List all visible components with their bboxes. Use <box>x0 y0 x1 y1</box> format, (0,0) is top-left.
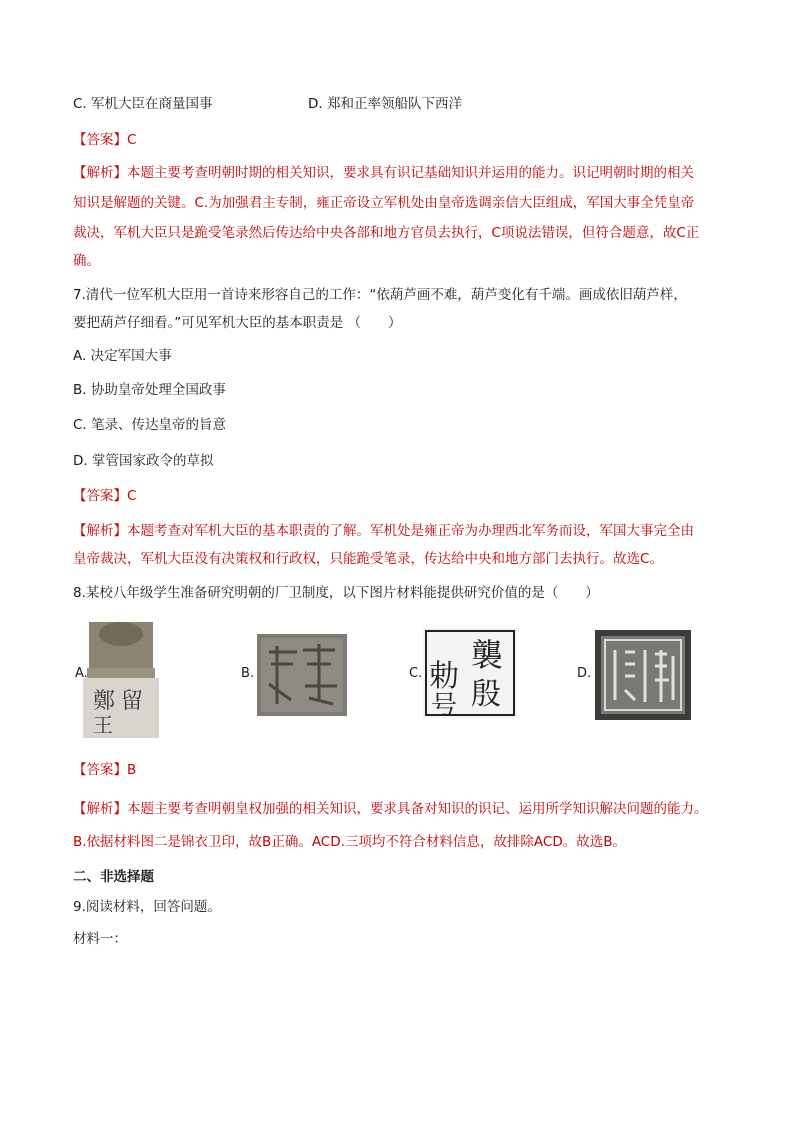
q6-analysis-line-1: 【解析】本题主要考查明朝时期的相关知识，要求具有识记基础知识并运用的能力。识记明朝时期的相关 <box>73 165 694 181</box>
image-label-d: D. <box>577 666 592 681</box>
q7-analysis-line-2: 皇帝裁决，军机大臣没有决策权和行政权，只能跪受笔录，传达给中央和地方部门去执行。故选C。 <box>73 551 663 567</box>
q7-analysis-line-1: 【解析】本题考查对军机大臣的基本职责的了解。军机处是雍正帝为办理西北军务而设，军国大事完全由 <box>73 523 694 539</box>
material-label: 材料一： <box>73 931 127 947</box>
seal-image-a <box>73 618 169 740</box>
q7-option-b: B. 协助皇帝处理全国政事 <box>73 382 226 398</box>
q7-stem-line-1: 7.清代一位军机大臣用一首诗来形容自己的工作：“依葫芦画不难，葫芦变化有千端。画成依旧葫芦样， <box>73 287 687 303</box>
svg-text:留: 留 <box>121 689 144 714</box>
svg-text:殷: 殷 <box>471 677 501 712</box>
image-label-c: C. <box>409 666 423 681</box>
q8-stem: 8.某校八年级学生准备研究明朝的厂卫制度，以下图片材料能提供研究价值的是（ ） <box>73 585 599 601</box>
seal-image-c <box>409 618 519 740</box>
svg-text:襲: 襲 <box>471 636 504 674</box>
q7-option-c: C. 笔录、传达皇帝的旨意 <box>73 417 227 433</box>
image-label-b: B. <box>241 666 255 681</box>
answer-value: C <box>127 488 137 504</box>
answer-label: 【答案】 <box>73 488 127 504</box>
q6-analysis-line-2: 知识是解题的关键。C.为加强君主专制，雍正帝设立军机处由皇帝选调亲信大臣组成，军国大事全凭皇帝 <box>73 195 695 211</box>
q7-answer <box>73 486 136 506</box>
q7-stem-line-2: 要把葫芦仔细看。”可见军机大臣的基本职责是 （ ） <box>73 315 402 331</box>
q6-answer <box>73 130 136 150</box>
seal-image-d <box>577 618 717 740</box>
analysis-label: 【解析】 <box>73 523 127 539</box>
svg-text:王: 王 <box>93 713 113 737</box>
seal-b-photo-icon <box>257 634 347 716</box>
q6-analysis-line-3: 裁决，军机大臣只是跪受笔录然后传达给中央各部和地方官员去执行，C项说法错误，但符合题意，故C正 <box>73 225 700 241</box>
seal-c-photo-icon <box>423 628 517 718</box>
q6-option-d: D. 郑和正率领船队下西洋 <box>308 96 462 112</box>
svg-text:鄭: 鄭 <box>93 689 116 714</box>
answer-value: C <box>127 132 137 148</box>
q6-option-c: C. 军机大臣在商量国事 <box>73 96 213 112</box>
q9-stem: 9.阅读材料，回答问题。 <box>73 899 221 915</box>
image-label-a: A. <box>75 666 88 681</box>
answer-label: 【答案】 <box>73 762 127 778</box>
svg-text:号: 号 <box>431 691 458 718</box>
q6-analysis-line-4: 确。 <box>73 253 100 269</box>
q7-option-d: D. 掌管国家政令的草拟 <box>73 453 214 469</box>
svg-text:勅: 勅 <box>429 659 459 694</box>
q8-image-options <box>73 618 733 740</box>
answer-value: B <box>127 762 137 778</box>
q7-option-a: A. 决定军国大事 <box>73 348 172 364</box>
q8-answer <box>73 760 136 780</box>
seal-d-photo-icon <box>595 630 691 720</box>
analysis-label: 【解析】 <box>73 165 127 181</box>
answer-label: 【答案】 <box>73 132 127 148</box>
section-heading: 二、非选择题 <box>73 869 154 885</box>
q8-analysis-line-1: 【解析】本题主要考查明朝皇权加强的相关知识，要求具备对知识的识记、运用所学知识解决问题的能力。 <box>73 801 708 817</box>
seal-image-b <box>241 618 351 740</box>
analysis-label: 【解析】 <box>73 801 127 817</box>
q8-analysis-line-2: B.依据材料图二是锦衣卫印，故B正确。ACD.三项均不符合材料信息，故排除ACD。故选B。 <box>73 834 627 850</box>
